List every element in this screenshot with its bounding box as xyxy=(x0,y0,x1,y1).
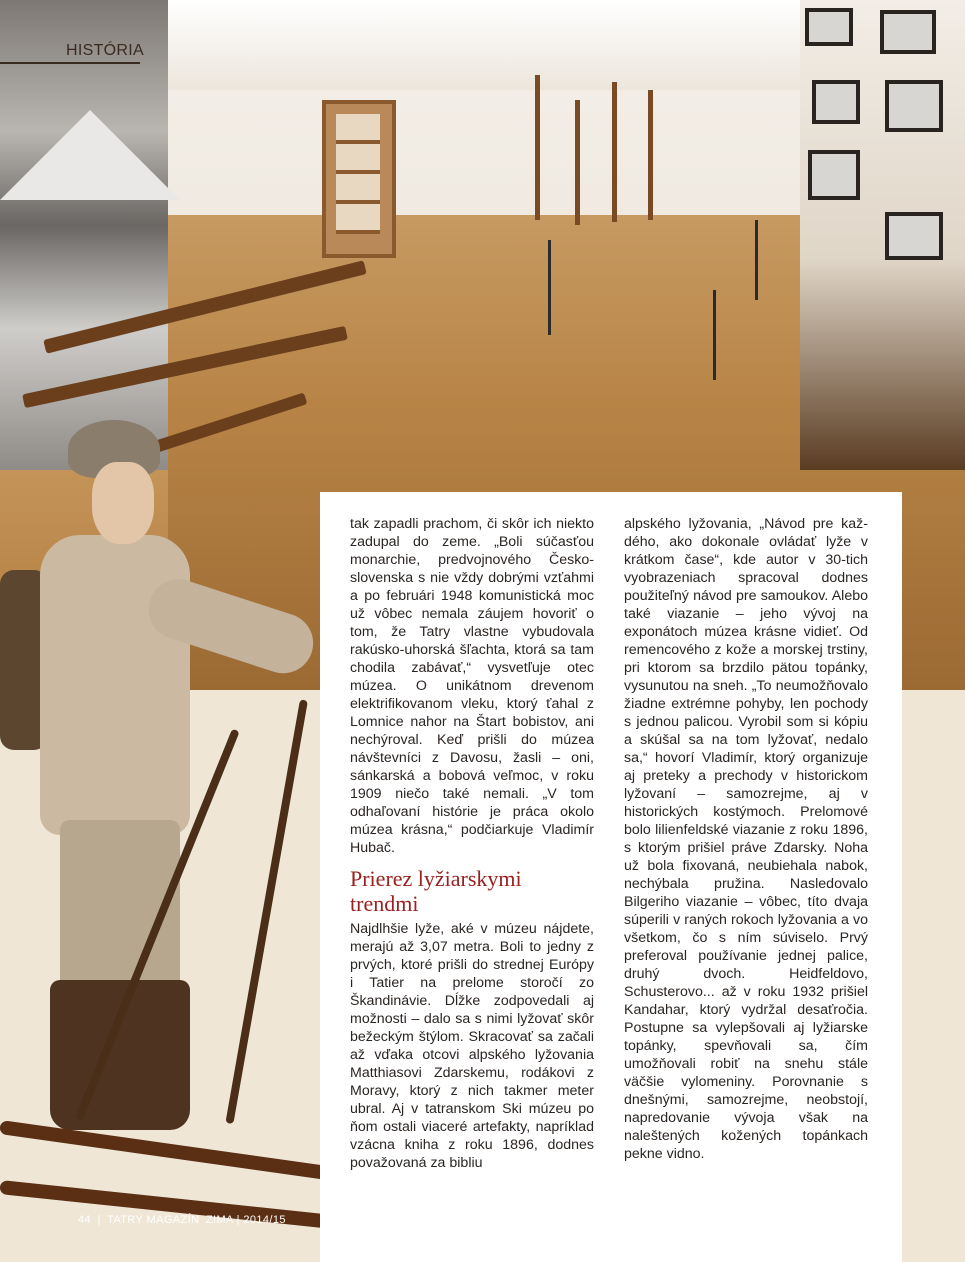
picture-frame xyxy=(885,80,943,132)
barrier-pole xyxy=(548,240,551,335)
article-subheading: Prierez lyžiarskymi trendmi xyxy=(350,866,522,916)
picture-frame xyxy=(805,8,853,46)
ski-exhibit xyxy=(575,100,580,225)
ski-exhibit xyxy=(648,90,653,220)
page-number: 44 xyxy=(78,1214,92,1226)
barrier-pole xyxy=(755,220,758,300)
picture-frame xyxy=(812,80,860,124)
page-footer xyxy=(78,1214,289,1226)
barrier-pole xyxy=(713,290,716,380)
article-paragraph: tak zapadli prachom, či skôr ich niekto zadupal do zeme. „Boli súčasťou monarchie, predvojnového Československa s nie vždy dobrými vzťahmi a po februári 1948 komunistická moc už vôbec nemala záujem hovoriť o tom, že Tatry vlastne vybudovala rakúsko-uhorská šľachta, ktorá sa tam chodila zabávať,“ vysvetľuje otec múzea. O unikátnom drevenom elektrifikovanom vleku, ktorý ťahal z Lomnice nahor na Štart bobistov, ani nechýroval. Keď prišli do múzea návštevníci z Davosu, žasli – oni, sánkarská a bobová veľmoc, v roku 1909 niečo také nemali. „V tom odhaľovaní histórie je práca okolo múzea krásna,“ podčiarkuje Vladimír Hubač. xyxy=(350,516,594,856)
mannequin-skier xyxy=(0,420,330,1262)
article-column-1 xyxy=(350,515,594,1172)
ski-exhibit xyxy=(612,82,617,222)
picture-frame xyxy=(885,212,943,260)
mannequin-face xyxy=(92,462,154,544)
photo-glass-door xyxy=(322,100,396,258)
ski-exhibit xyxy=(535,75,540,220)
picture-frame xyxy=(880,10,936,54)
article-paragraph: alpského lyžovania, „Návod pre každého, ako dokonale ovládať lyže v krátkom čase“, kde autor v 30-tich vyobrazeniach spracoval dodnes použiteľný návod pre samoukov. Alebo také viazanie – jeho vývoj na exponátoch múzea krásne vidieť. Od remencového z kože a morskej trstiny, pri ktorom sa brzdilo pätou topánky, vysunutou na sneh. „To neumožňovalo žiadne extrémne pohyby, len pochody s jednou palicou. Vyrobil som si kópiu a skúšal sa na tom lyžovať, nedalo sa,“ hovorí Vladimír, ktorý organizuje aj preteky a prechody v historickom lyžovaní – samozrejme, aj v historických kostýmoch. Prelomové bolo lilienfeldské viazanie z roku 1896, s ktorým prišiel práve Zdarsky. Noha už bola fixovaná, neubiehala nabok, nechýbala pružina. Nasledovalo Bilgeriho viazanie – vôbec, títo dvaja súperili v raných rokoch lyžovania a vo všetkom, čo s ním súviselo. Prvý preferoval používanie jednej palice, druhý dvoch. Heidfeldovo, Schusterovo... až v roku 1932 prišiel Kandahar, ktorý vydržal desaťročia. Postupne sa vylepšovali aj lyžiarske topánky, spevňovali sa, čím umožňovali robiť na snehu stále väčšie vylomeniny. Porovnanie s dnešnými, samozrejme, neobstojí, napredovanie vývoja však na naleštených kožených topánkach pekne vidno. xyxy=(624,516,868,1162)
article-column-2 xyxy=(624,515,868,1163)
ski-pole xyxy=(225,699,308,1124)
picture-frame xyxy=(808,150,860,200)
footer-separator: | xyxy=(97,1214,101,1226)
issue-label: ZIMA | 2014/15 xyxy=(205,1214,286,1226)
mountain-peak xyxy=(0,110,180,200)
magazine-name: TATRY MAGAZÍN xyxy=(107,1214,200,1226)
section-label: HISTÓRIA xyxy=(66,42,144,59)
section-rule xyxy=(0,62,140,64)
article-paragraph: Najdlhšie lyže, aké v múzeu nájdete, merajú až 3,07 metra. Boli to jedny z prvých, ktoré prišli do strednej Európy i Tatier na prelome storočí zo Škandinávie. Dĺžke zodpovedali aj možnosti – dalo sa s nimi lyžovať skôr bežeckým štýlom. Skracovať sa začali až vďaka otcovi alpského lyžovania Matthiasovi Zdarskemu, rodákovi z Moravy, ktorý z nich takmer meter ubral. Aj v tatranskom Ski múzeu po ňom ostali viaceré artefakty, napríklad vzácna kniha z roku 1896, dodnes považovaná za bibliu xyxy=(350,921,594,1171)
ski-boots xyxy=(50,980,190,1130)
